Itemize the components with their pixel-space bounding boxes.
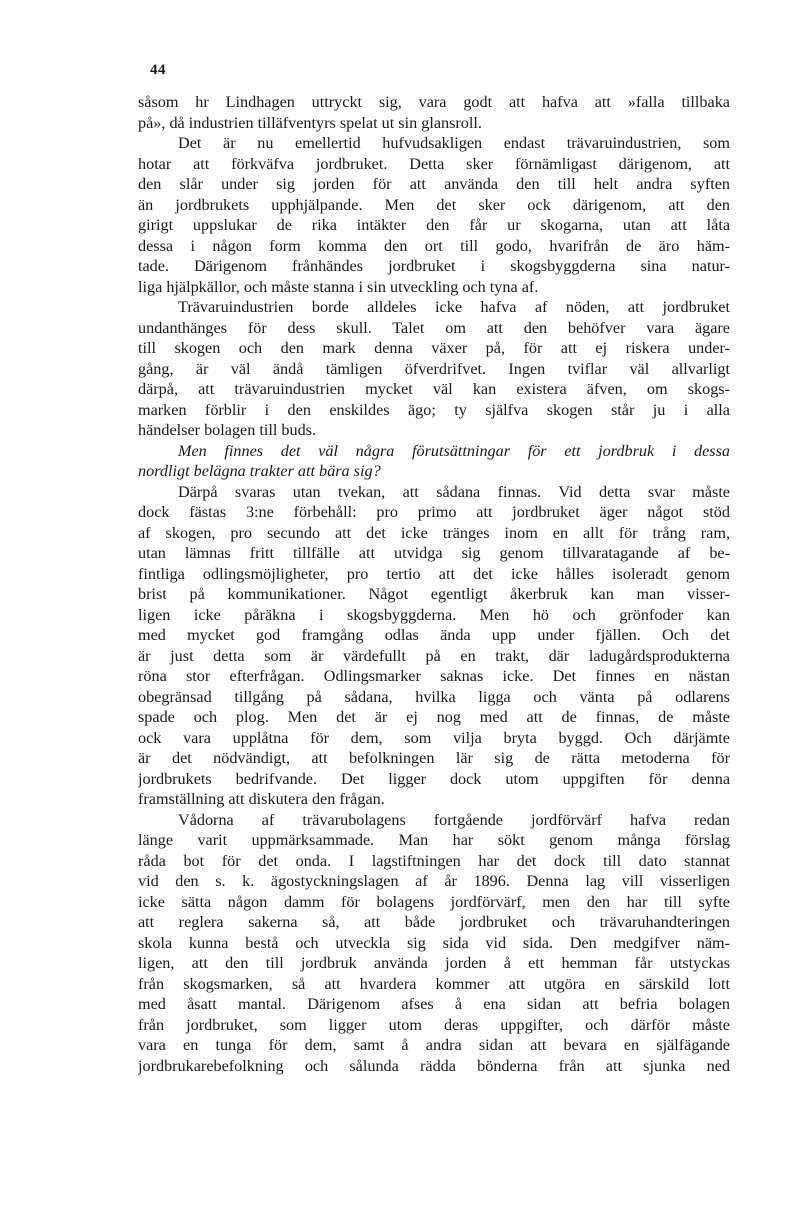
text-line: tade. Därigenom frånhändes jordbruket i skogsbyggderna sina natur- bbox=[138, 257, 730, 275]
text-line: brist på kommunikationer. Något egentligt åkerbruk kan man visser- bbox=[138, 585, 730, 603]
text-line: är det nödvändigt, att befolkningen lär sig de rätta metoderna för bbox=[138, 749, 730, 767]
text-line: dock fästas 3:ne förbehåll: pro primo att jordbruket äger något stöd bbox=[138, 503, 730, 521]
text-line: Trävaruindustrien borde alldeles icke hafva af nöden, att jordbruket bbox=[178, 298, 730, 316]
text-line: till skogen och den mark denna växer på, för att ej riskera under- bbox=[138, 339, 730, 357]
text-line: liga hjälpkällor, och måste stanna i sin utveckling och tyna af. bbox=[138, 277, 539, 296]
text-line: länge varit uppmärksammade. Man har sökt genom många förslag bbox=[138, 831, 730, 849]
text-line: skola kunna bestå och utveckla sig sida vid sida. Den medgifver näm- bbox=[138, 933, 730, 952]
text-line: därpå, att trävaruindustrien mycket väl kan existera äfven, om skogs- bbox=[138, 380, 730, 398]
text-line: marken förblir i den enskildes ägo; ty själfva skogen står ju i alla bbox=[138, 400, 730, 419]
text-line: från skogsmarken, så att hvardera kommer att utgöra en särskild lott bbox=[138, 974, 730, 993]
text-line: från jordbruket, som ligger utom deras uppgifter, och därför måste bbox=[138, 1015, 730, 1034]
text-line: jordbrukarebefolkning och sålunda rädda bönderna från att sjunka ned bbox=[138, 1056, 730, 1075]
text-line: utan lämnas fritt tillfälle att utvidga sig genom tillvaratagande af be- bbox=[138, 544, 730, 562]
text-line: Vådorna af trävarubolagens fortgående jordförvärf hafva redan bbox=[178, 810, 730, 829]
text-line: icke sätta någon damm för bolagens jordförvärf, men den har till syfte bbox=[138, 892, 730, 911]
page-number: 44 bbox=[150, 62, 166, 78]
text-line: röna stor efterfrågan. Odlingsmarker saknas icke. Det finnes en nästan bbox=[138, 667, 730, 685]
text-line: än jordbrukets upphjälpande. Men det sker ock därigenom, att den bbox=[138, 195, 730, 214]
text-line: hotar att förkväfva jordbruket. Detta sker förnämligast därigenom, att bbox=[138, 154, 730, 173]
text-line: vid den s. k. ägostyckningslagen af år 1896. Denna lag vill visserligen bbox=[138, 872, 730, 890]
text-line: girigt uppslukar de rika intäkter den får ur skogarna, utan att låta bbox=[138, 216, 730, 234]
text-line: ligen, att den till jordbruk använda jorden å ett hemman får utstyckas bbox=[138, 954, 730, 972]
text-line: jordbrukets bedrifvande. Det ligger dock utom uppgiften för denna bbox=[138, 769, 730, 788]
text-line: gång, är väl ändå tämligen öfverdrifvet. Ingen tviflar väl allvarligt bbox=[138, 359, 730, 378]
text-line: dessa i någon form komma den ort till godo, hvarifrån de äro häm- bbox=[138, 236, 730, 255]
text-line: Det är nu emellertid hufvudsakligen endast trävaruindustrien, som bbox=[178, 134, 730, 152]
text-line: Men finnes det väl några förutsättningar för ett jordbruk i dessa bbox=[178, 441, 730, 460]
text-line: med mycket god framgång odlas ända upp under fjällen. Och det bbox=[138, 626, 730, 644]
text-line: nordligt belägna trakter att bära sig? bbox=[138, 462, 381, 480]
text-line: af skogen, pro secundo att det icke tränges inom en allt för trång ram, bbox=[138, 523, 730, 542]
text-line: händelser bolagen till buds. bbox=[138, 421, 317, 439]
text-line: på», då industrien tilläfventyrs spelat ut sin glansroll. bbox=[138, 113, 482, 132]
text-line: den slår under sig jorden för att använda den till helt andra syften bbox=[138, 175, 730, 193]
text-line: spade och plog. Men det är ej nog med att de finnas, de måste bbox=[138, 708, 730, 726]
text-line: fintliga odlingsmöjligheter, pro tertio att det icke hålles isoleradt genom bbox=[138, 564, 730, 583]
body-text bbox=[138, 92, 730, 1076]
text-line: vara en tunga för dem, samt å andra sidan att bevara en själfägande bbox=[138, 1036, 730, 1054]
text-line: ock vara upplåtna för dem, som vilja bryta byggd. Och därjämte bbox=[138, 728, 730, 747]
text-line: såsom hr Lindhagen uttryckt sig, vara godt att hafva att »falla tillbaka bbox=[138, 93, 730, 111]
text-line: är just detta som är värdefullt på en trakt, där ladugårdsprodukterna bbox=[138, 646, 730, 665]
text-line: råda bot för det onda. I lagstiftningen har det dock till dato stannat bbox=[138, 851, 730, 870]
text-line: obegränsad tillgång på sådana, hvilka ligga och vänta på odlarens bbox=[138, 687, 730, 706]
text-line: Därpå svaras utan tvekan, att sådana finnas. Vid detta svar måste bbox=[178, 482, 730, 501]
text-line: framställning att diskutera den frågan. bbox=[138, 790, 385, 808]
text-line: med åsatt mantal. Därigenom afses å ena sidan att befria bolagen bbox=[138, 995, 730, 1013]
text-line: att reglera sakerna så, att både jordbruket och trävaruhandteringen bbox=[138, 913, 730, 931]
text-line: ligen icke påräkna i skogsbyggderna. Men hö och grönfoder kan bbox=[138, 605, 730, 624]
text-line: undanthänges för dess skull. Talet om att den behöfver vara ägare bbox=[138, 318, 730, 337]
